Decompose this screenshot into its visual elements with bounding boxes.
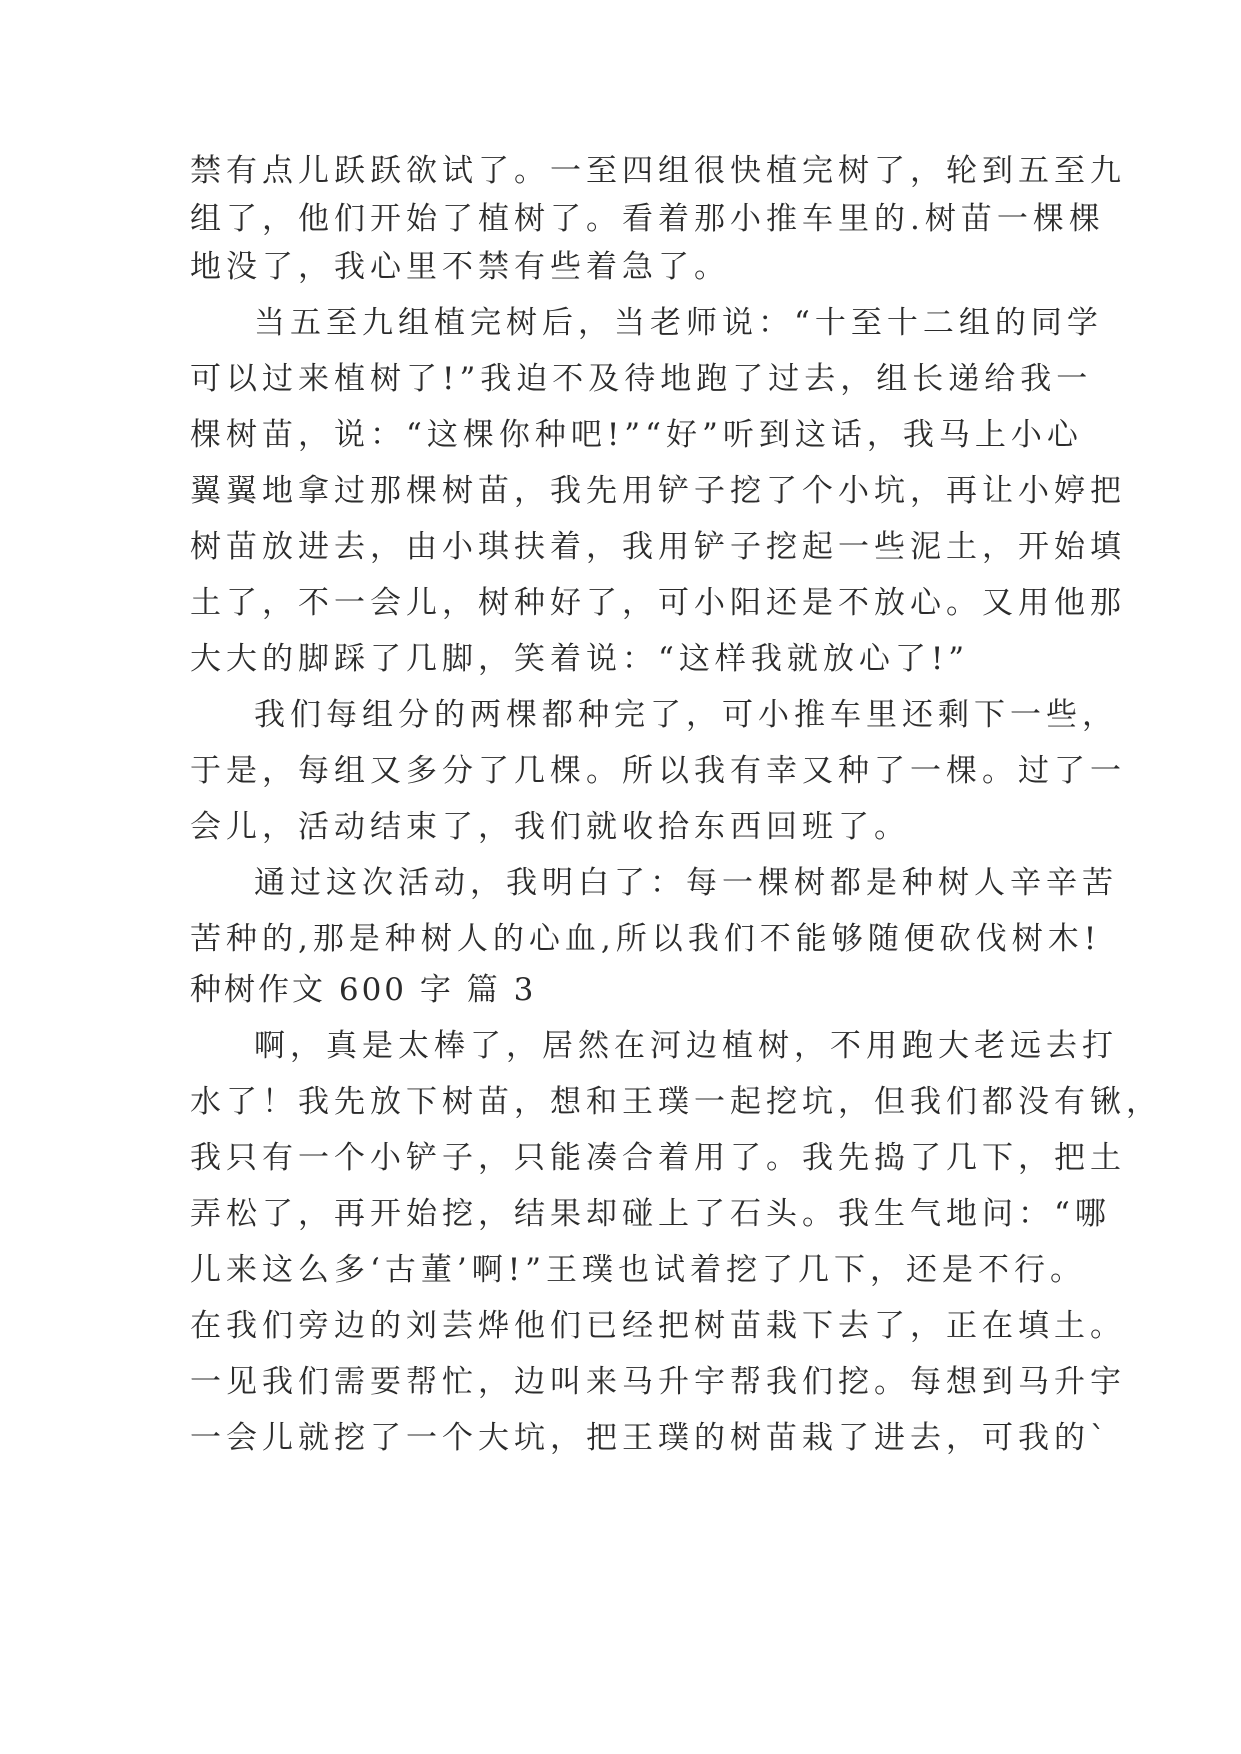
paragraph-first-line: 啊，真是太棒了，居然在河边植树，不用跑大老远去打 <box>254 1028 1118 1064</box>
body-text-line: 一见我们需要帮忙，边叫来马升宇帮我们挖。每想到马升宇 <box>190 1364 1126 1400</box>
section-heading: 种树作文 600 字 篇 3 <box>190 972 537 1008</box>
body-text-line: 水了！我先放下树苗，想和王璞一起挖坑，但我们都没有锹， <box>190 1084 1162 1120</box>
body-text-line: 翼翼地拿过那棵树苗，我先用铲子挖了个小坑，再让小婷把 <box>190 473 1126 509</box>
body-text-line: 大大的脚踩了几脚，笑着说：“这样我就放心了!” <box>190 641 970 677</box>
body-text-line: 在我们旁边的刘芸烨他们已经把树苗栽下去了，正在填土。 <box>190 1308 1126 1344</box>
body-text-line: 一会儿就挖了一个大坑，把王璞的树苗栽了进去，可我的` <box>190 1420 1111 1456</box>
paragraph-first-line: 我们每组分的两棵都种完了，可小推车里还剩下一些， <box>254 697 1118 733</box>
body-text-line: 我只有一个小铲子，只能凑合着用了。我先捣了几下，把土 <box>190 1140 1126 1176</box>
body-text-line: 树苗放进去，由小琪扶着，我用铲子挖起一些泥土，开始填 <box>190 529 1126 565</box>
body-text-line: 弄松了，再开始挖，结果却碰上了石头。我生气地问：“哪 <box>190 1196 1111 1232</box>
body-text-line: 地没了，我心里不禁有些着急了。 <box>190 249 730 285</box>
paragraph-first-line: 当五至九组植完树后，当老师说：“十至十二组的同学 <box>254 305 1103 341</box>
body-text-line: 土了，不一会儿，树种好了，可小阳还是不放心。又用他那 <box>190 585 1126 621</box>
body-text-line: 可以过来植树了!”我迫不及待地跑了过去，组长递给我一 <box>190 361 1093 397</box>
body-text-line: 苦种的,那是种树人的心血,所以我们不能够随便砍伐树木! <box>190 921 1102 957</box>
paragraph-first-line: 通过这次活动，我明白了：每一棵树都是种树人辛辛苦 <box>254 865 1118 901</box>
body-text-line: 儿来这么多‘古董’啊!”王璞也试着挖了几下，还是不行。 <box>190 1252 1087 1288</box>
body-text-line: 禁有点儿跃跃欲试了。一至四组很快植完树了，轮到五至九 <box>190 153 1126 189</box>
body-text-line: 会儿，活动结束了，我们就收拾东西回班了。 <box>190 809 910 845</box>
body-text-line: 于是，每组又多分了几棵。所以我有幸又种了一棵。过了一 <box>190 753 1126 789</box>
body-text-line: 组了，他们开始了植树了。看着那小推车里的.树苗一棵棵 <box>190 201 1105 237</box>
body-text-line: 棵树苗，说：“这棵你种吧!”“好”听到这话，我马上小心 <box>190 417 1083 453</box>
